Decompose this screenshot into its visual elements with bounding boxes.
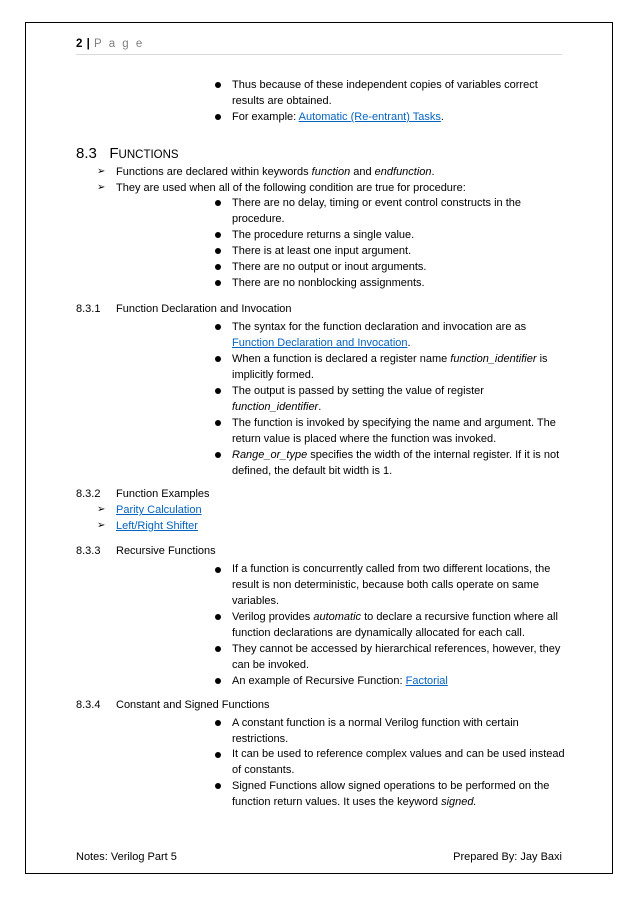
paragraph-line: return value is placed where the function was invoked. bbox=[232, 433, 497, 445]
paragraph-line: It can be used to reference complex values and can be used instead bbox=[232, 748, 565, 760]
list-item: There are no nonblocking assignments. bbox=[232, 277, 425, 289]
subsection-number: 8.3.2 bbox=[76, 488, 101, 500]
subsection-title: Function Examples bbox=[116, 488, 210, 500]
paragraph-line: Signed Functions allow signed operations to be performed on the bbox=[232, 780, 550, 792]
footer-right: Prepared By: Jay Baxi bbox=[453, 851, 562, 863]
paragraph-line: variables. bbox=[232, 595, 280, 607]
paragraph-line: defined, the default bit width is 1. bbox=[232, 465, 393, 477]
section-title-rest: UNCTIONS bbox=[118, 149, 179, 161]
list-item: They are used when all of the following condition are true for procedure: bbox=[116, 182, 466, 194]
arrow-bullet-icon: ➢ bbox=[97, 166, 106, 177]
paragraph-line: If a function is concurrently called from two different locations, the bbox=[232, 563, 551, 575]
list-item: For example: Automatic (Re-entrant) Tasks. bbox=[232, 111, 444, 123]
subsection-number: 8.3.4 bbox=[76, 699, 101, 711]
paragraph-line: Function Declaration and Invocation. bbox=[232, 337, 411, 349]
bullet-icon bbox=[215, 264, 221, 270]
automatic-tasks-link[interactable]: Automatic (Re-entrant) Tasks bbox=[298, 111, 441, 123]
paragraph-line: Verilog provides automatic to declare a recursive function where all bbox=[232, 611, 558, 623]
subsection-title: Function Declaration and Invocation bbox=[116, 303, 292, 315]
bullet-icon bbox=[215, 452, 221, 458]
header-separator: | bbox=[86, 38, 91, 50]
bullet-icon bbox=[215, 232, 221, 238]
list-item: There is at least one input argument. bbox=[232, 245, 412, 257]
bullet-icon bbox=[215, 567, 221, 573]
paragraph-line: results are obtained. bbox=[232, 95, 332, 107]
bullet-icon bbox=[215, 280, 221, 286]
paragraph-line: function_identifier. bbox=[232, 401, 322, 413]
subsection-number: 8.3.3 bbox=[76, 545, 101, 557]
paragraph-line: restrictions. bbox=[232, 733, 289, 745]
paragraph-line: function declarations are dynamically allocated for each call. bbox=[232, 627, 525, 639]
bullet-icon bbox=[215, 324, 221, 330]
paragraph-line: When a function is declared a register name function_identifier is bbox=[232, 353, 548, 365]
factorial-link[interactable]: Factorial bbox=[405, 675, 448, 687]
paragraph-line: The function is invoked by specifying the name and argument. The bbox=[232, 417, 556, 429]
page-word: P a g e bbox=[94, 38, 145, 50]
list-item: There are no output or inout arguments. bbox=[232, 261, 427, 273]
footer-left: Notes: Verilog Part 5 bbox=[76, 851, 177, 863]
paragraph-line: can be invoked. bbox=[232, 659, 310, 671]
paragraph-line: The syntax for the function declaration and invocation are as bbox=[232, 321, 527, 333]
section-number: 8.3 bbox=[76, 145, 97, 162]
subsection-title: Recursive Functions bbox=[116, 545, 216, 557]
paragraph-line: of constants. bbox=[232, 764, 295, 776]
shifter-link[interactable]: Left/Right Shifter bbox=[116, 520, 198, 532]
header-rule bbox=[76, 54, 562, 55]
paragraph-line: result is non deterministic, because both calls operate on same bbox=[232, 579, 539, 591]
paragraph-line: A constant function is a normal Verilog function with certain bbox=[232, 717, 519, 729]
bullet-icon bbox=[215, 614, 221, 620]
paragraph-line: The output is passed by setting the value of register bbox=[232, 385, 484, 397]
arrow-bullet-icon: ➢ bbox=[97, 182, 106, 193]
bullet-icon bbox=[215, 783, 221, 789]
bullet-icon bbox=[215, 82, 221, 88]
paragraph-line: function return values. It uses the keyword signed. bbox=[232, 796, 477, 808]
list-item: Functions are declared within keywords function and endfunction. bbox=[116, 166, 435, 178]
page-header bbox=[76, 38, 144, 50]
arrow-bullet-icon: ➢ bbox=[97, 504, 106, 515]
section-title-initial: F bbox=[109, 145, 119, 162]
paragraph-line: implicitly formed. bbox=[232, 369, 314, 381]
bullet-icon bbox=[215, 720, 221, 726]
bullet-icon bbox=[215, 420, 221, 426]
paragraph-line: procedure. bbox=[232, 213, 285, 225]
subsection-number: 8.3.1 bbox=[76, 303, 101, 315]
bullet-icon bbox=[215, 678, 221, 684]
bullet-icon bbox=[215, 200, 221, 206]
paragraph-line: Range_or_type specifies the width of the internal register. If it is not bbox=[232, 449, 560, 461]
list-item: The procedure returns a single value. bbox=[232, 229, 415, 241]
bullet-icon bbox=[215, 752, 221, 758]
section-heading bbox=[76, 146, 179, 163]
paragraph-line: Thus because of these independent copies of variables correct bbox=[232, 79, 538, 91]
paragraph-line: There are no delay, timing or event control constructs in the bbox=[232, 197, 521, 209]
bullet-icon bbox=[215, 114, 221, 120]
subsection-title: Constant and Signed Functions bbox=[116, 699, 270, 711]
bullet-icon bbox=[215, 388, 221, 394]
paragraph-line: They cannot be accessed by hierarchical references, however, they bbox=[232, 643, 561, 655]
bullet-icon bbox=[215, 646, 221, 652]
arrow-bullet-icon: ➢ bbox=[97, 520, 106, 531]
bullet-icon bbox=[215, 356, 221, 362]
bullet-icon bbox=[215, 248, 221, 254]
page-number: 2 bbox=[76, 38, 83, 50]
paragraph-line: An example of Recursive Function: Factorial bbox=[232, 675, 448, 687]
function-declaration-link[interactable]: Function Declaration and Invocation bbox=[232, 337, 408, 349]
subsection-heading bbox=[76, 301, 100, 317]
parity-calculation-link[interactable]: Parity Calculation bbox=[116, 504, 202, 516]
